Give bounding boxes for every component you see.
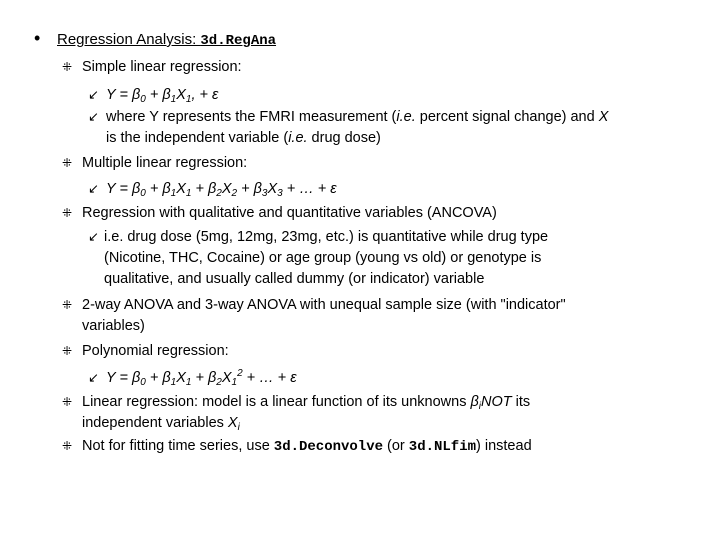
anova-line2: variables) xyxy=(82,318,145,334)
simple-where-line1: where Y represents the FMRI measurement (i.e. percent signal change) and X xyxy=(106,109,609,125)
bullet-ancova-detail: ↙ xyxy=(88,229,99,244)
bullet-ancova: ⁜ xyxy=(62,206,73,220)
bullet-fitting: ⁜ xyxy=(62,439,73,453)
ancova-detail-line3: qualitative, and usually called dummy (or indicator) variable xyxy=(104,271,485,287)
simple-regression-equation: $Y = \beta_0 + \beta_1X_1$, + ε xyxy=(106,87,219,105)
ancova-detail-line1: i.e. drug dose (5mg, 12mg, 23mg, etc.) is quantitative while drug type xyxy=(104,229,549,245)
program-deconvolve: 3d.Deconvolve xyxy=(273,439,384,455)
linear-line1: Linear regression: model is a linear function of its unknowns $\beta_iNOT$ its xyxy=(82,394,531,412)
title-program: 3d.RegAna xyxy=(200,33,277,49)
title-label: Regression Analysis: xyxy=(57,31,201,48)
bullet-multiple: ⁜ xyxy=(62,156,73,170)
anova-line1: 2-way ANOVA and 3-way ANOVA with unequal sample size (with "indicator" xyxy=(82,297,566,313)
bullet-simple: ⁜ xyxy=(62,60,73,74)
program-nlfim: 3d.NLfim xyxy=(408,439,477,455)
slide-title xyxy=(57,31,276,50)
multiple-regression-label: Multiple linear regression: xyxy=(82,155,248,171)
multiple-regression-equation: $Y = \beta_0 + \beta_1X_1 + \beta_2X_2 + \beta_3X_3$ + … + ε xyxy=(106,181,337,199)
bullet-simple-where: ↙ xyxy=(88,109,99,124)
linear-line2: independent variables $X_i$ xyxy=(82,415,240,433)
bullet-simple-eq: ↙ xyxy=(88,87,99,102)
fitting-line: Not for fitting time series, use 3d.Deconvolve (or 3d.NLfim) instead xyxy=(82,438,532,455)
title-bullet: • xyxy=(34,28,41,48)
bullet-multiple-eq: ↙ xyxy=(88,181,99,196)
bullet-linear: ⁜ xyxy=(62,395,73,409)
bullet-polynomial: ⁜ xyxy=(62,344,73,358)
ancova-label: Regression with qualitative and quantitative variables (ANCOVA) xyxy=(82,205,497,221)
simple-where-line2: is the independent variable (i.e. drug dose) xyxy=(106,130,381,146)
bullet-polynomial-eq: ↙ xyxy=(88,370,99,385)
simple-regression-label: Simple linear regression: xyxy=(82,59,242,75)
polynomial-regression-label: Polynomial regression: xyxy=(82,343,229,359)
ancova-detail-line2: (Nicotine, THC, Cocaine) or age group (young vs old) or genotype is xyxy=(104,250,542,266)
polynomial-regression-equation: $Y = \beta_0 + \beta_1X_1 + \beta_2X_1^2$ + … + ε xyxy=(106,368,297,388)
bullet-anova: ⁜ xyxy=(62,298,73,312)
